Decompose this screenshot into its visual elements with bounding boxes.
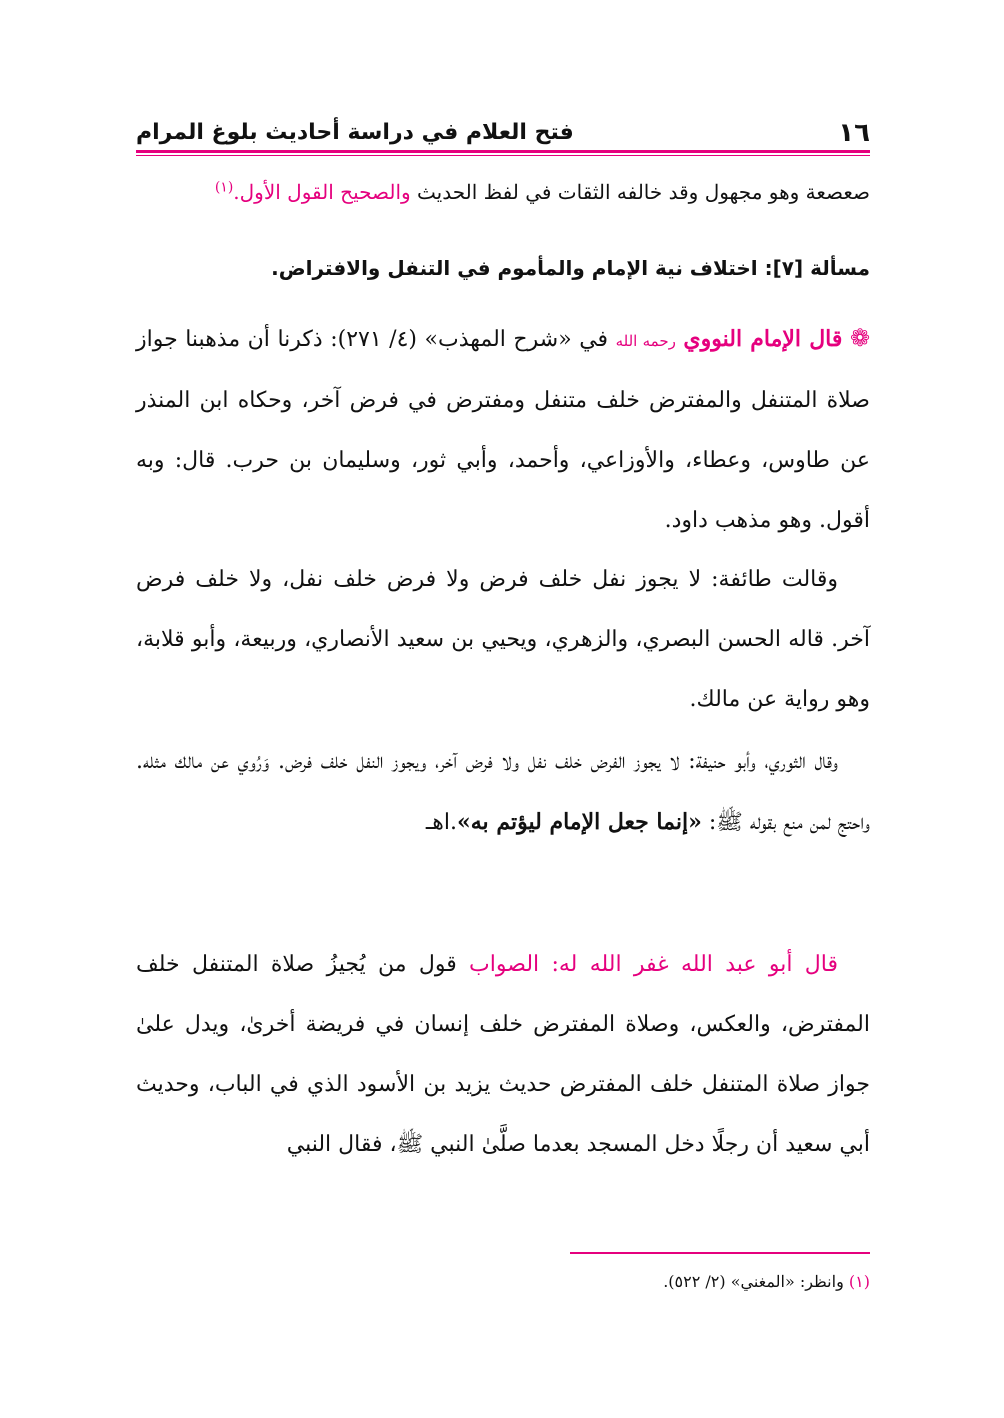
flower-ornament-icon: ❁ [849, 324, 871, 352]
footnote [136, 1264, 870, 1300]
footnote-text: وانظر: «المغني» (٢/ ٥٢٢). [663, 1272, 844, 1291]
paragraph-nawawi [136, 308, 870, 551]
issue-label: مسألة [٧]: [764, 256, 870, 280]
issue-title: اختلاف نية الإمام والمأموم في التنفل والافتراض. [271, 256, 758, 280]
paragraph-text: قول من يُجيزُ صلاة المتنفل خلف المفترض، والعكس، وصلاة المفترض خلف إنسان في فريضة أخرىٰ، ويدل علىٰ جواز صلاة المتنفل خلف المفترض حديث يزيد بن الأسود الذي في الباب، وحديث أبي سعيد أن رجلًا دخل المسجد بعدما صلَّىٰ النبي ﷺ، فقال النبي [136, 952, 870, 1157]
paragraph-taifa [136, 550, 870, 730]
paragraph-text: في «شرح المهذب» (٤/ ٢٧١): ذكرنا أن مذهبنا جواز صلاة المتنفل والمفترض خلف متنفل ومفترض في فرض آخر، وحكاه ابن المنذر عن طاوس، وعطاء، والأوزاعي، وأحمد، وأبي ثور، وسليمان بن حرب. قال: وبه أقول. وهو مذهب داود. [136, 327, 870, 533]
header-rule-thick [136, 150, 870, 153]
honorific: رحمه الله [615, 332, 676, 350]
footnote-number: (١) [848, 1272, 870, 1291]
header-rule-thin [136, 155, 870, 156]
hadith-quote: «إنما جعل الإمام ليؤتم به» [457, 809, 702, 835]
footnote-rule [570, 1252, 870, 1254]
quote-ending: .اهـ [425, 810, 458, 835]
page-number: ١٦ [838, 118, 870, 148]
issue-heading [136, 246, 870, 290]
highlight-text: والصحيح القول الأول. [233, 180, 411, 204]
speaker-name: قال الإمام النووي [683, 326, 843, 352]
paragraph-author [136, 935, 870, 1175]
footnote-ref[interactable]: (١) [214, 179, 234, 196]
page-header [136, 112, 870, 148]
book-title: فتح العلام في دراسة أحاديث بلوغ المرام [136, 120, 574, 145]
paragraph-text: وقالت طائفة: لا يجوز نفل خلف فرض ولا فرض خلف نفل، ولا خلف فرض آخر. قاله الحسن البصري، والزهري، ويحيي بن سعيد الأنصاري، وربيعة، وأبو قلابة، وهو رواية عن مالك. [136, 567, 870, 712]
continuation-line [136, 170, 870, 214]
author-name: قال أبو عبد الله غفر الله له: [551, 952, 838, 977]
continuation-text: صعصعة وهو مجهول وقد خالفه الثقات في لفظ الحديث [417, 180, 870, 204]
paragraph-thawri [136, 732, 870, 853]
paragraph-text: وقال الثوري، وأبو حنيفة: لا يجوز الفرض خلف نفل ولا فرض آخر، ويجوز النفل خلف فرض. وَرُوي عن مالك مثله. واحتج لمن منع بقوله ﷺ: [136, 749, 870, 835]
verdict: الصواب [469, 952, 540, 977]
